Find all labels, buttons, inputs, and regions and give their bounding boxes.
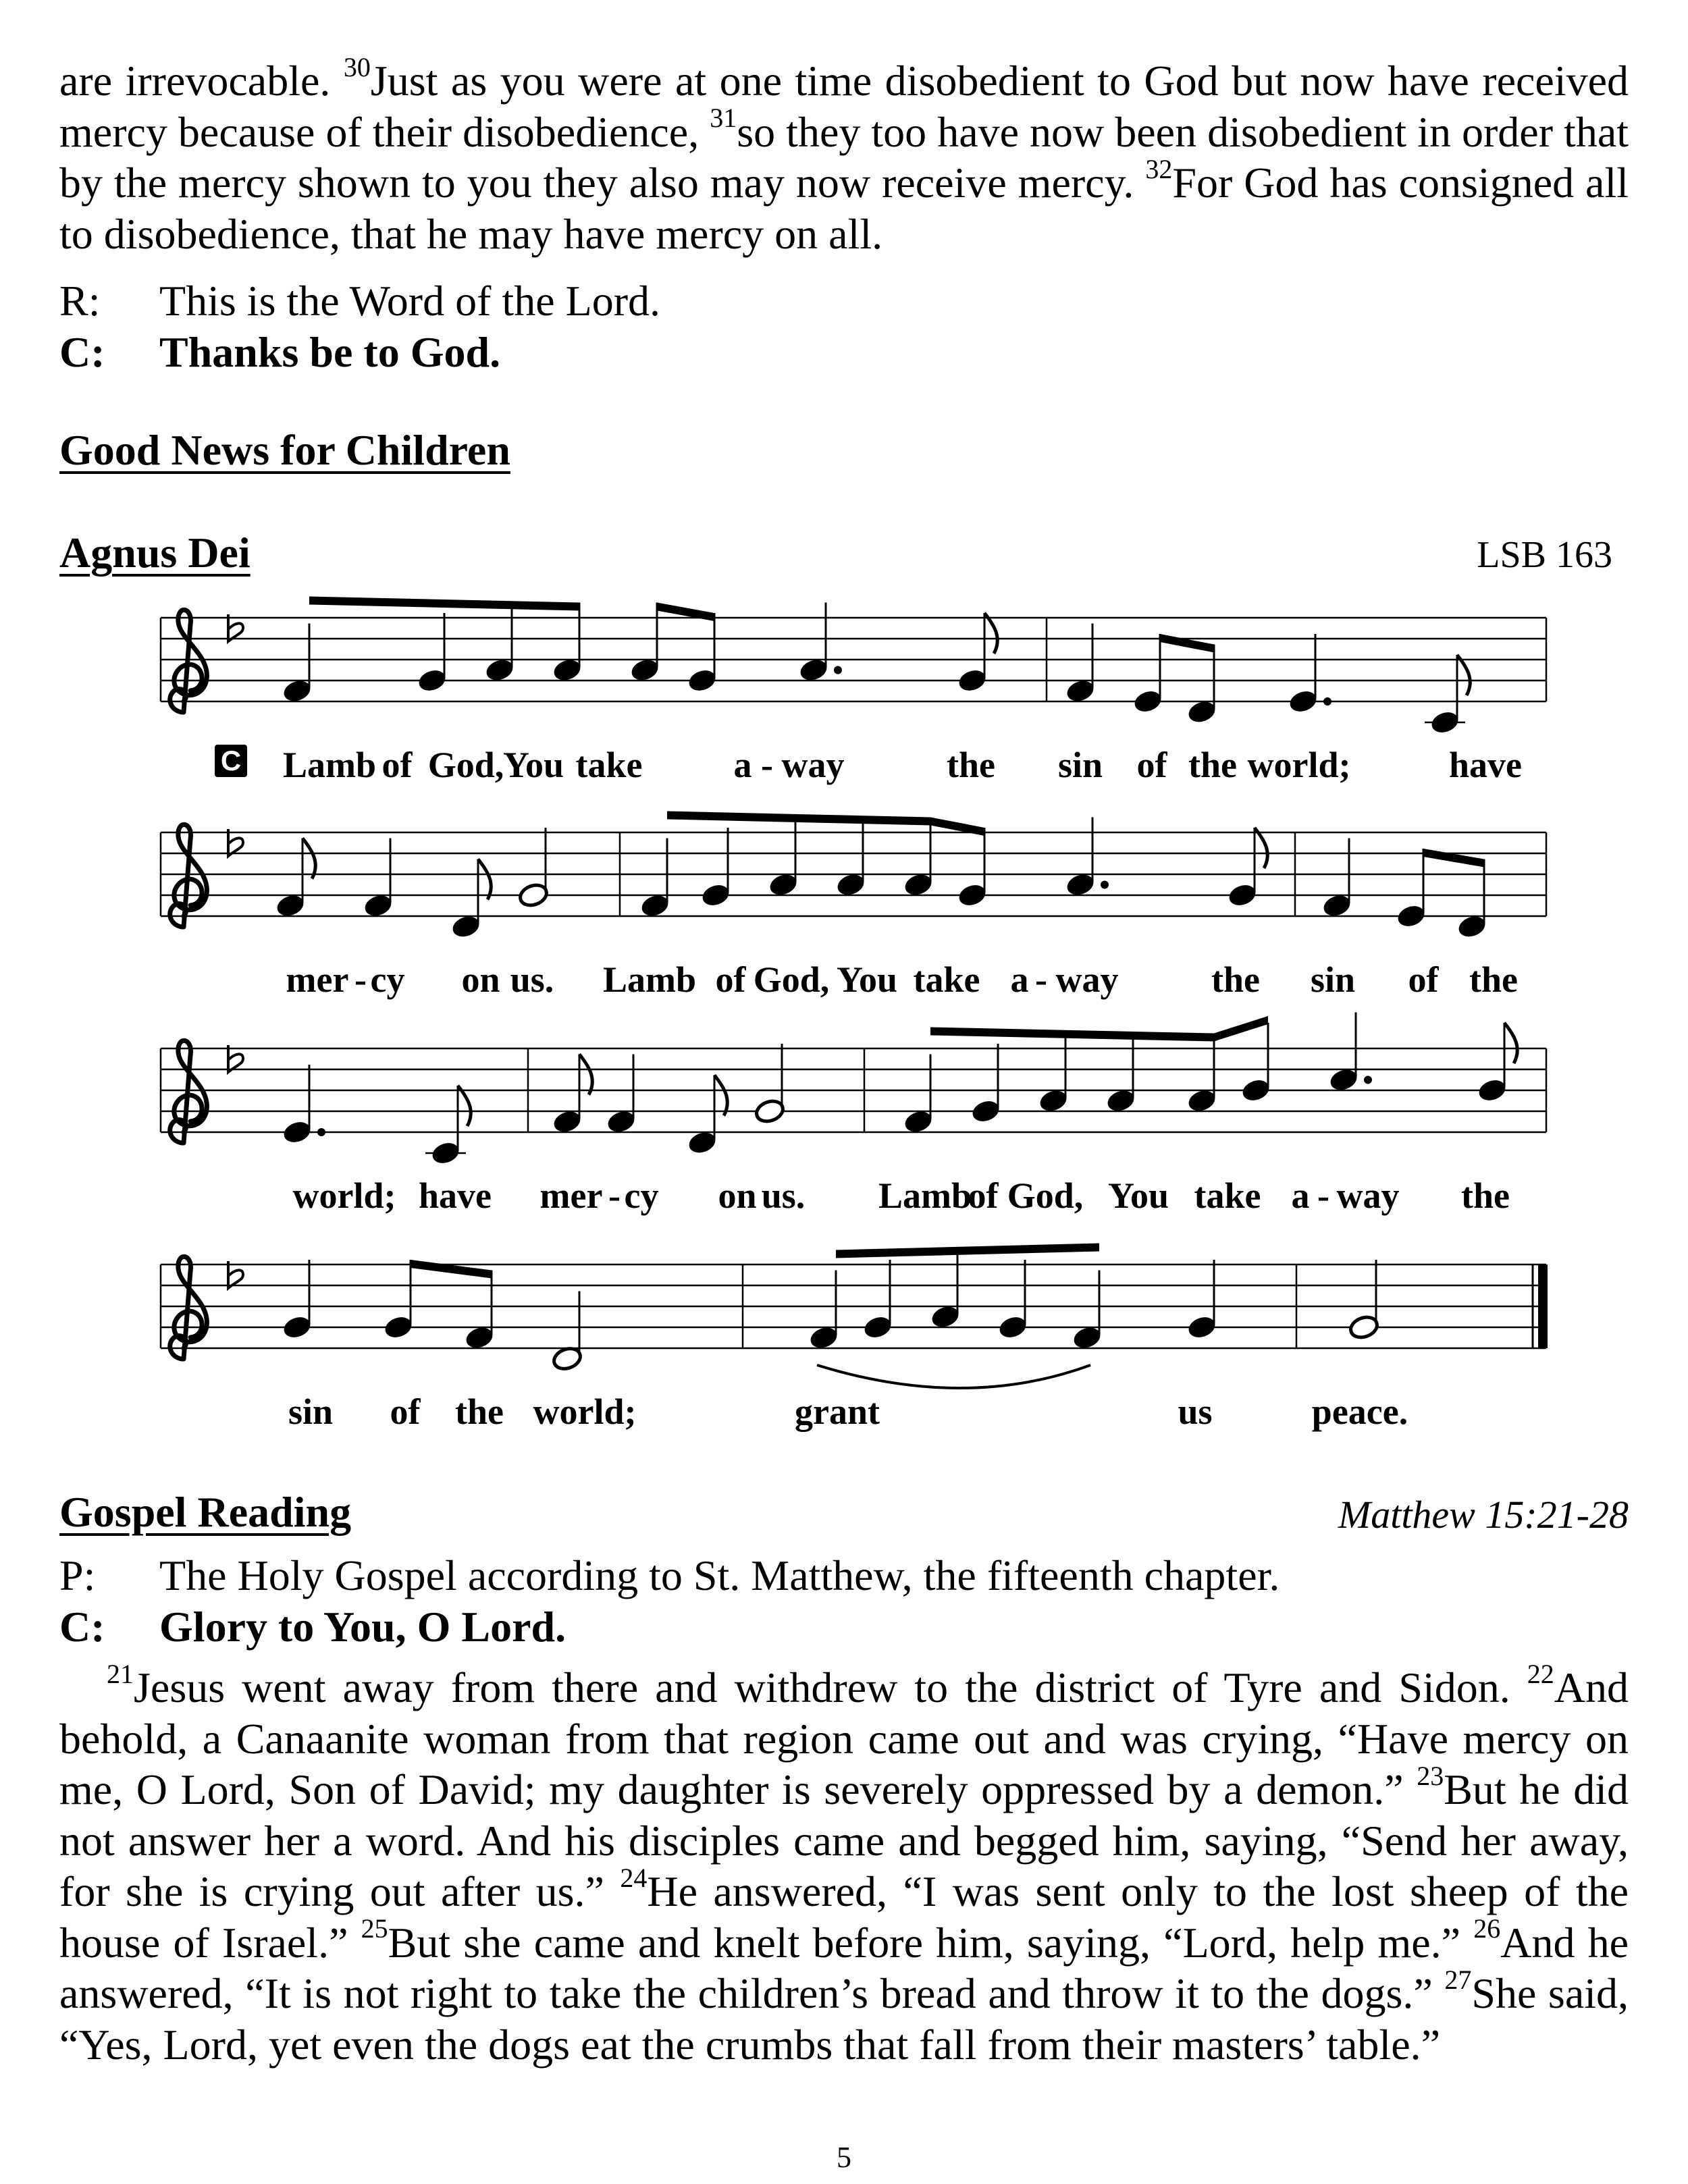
role-label: C: <box>59 1603 105 1651</box>
lyric-syllable: of <box>381 745 413 785</box>
verse-number: 24 <box>620 1862 648 1893</box>
lyric-syllable: sin <box>288 1391 334 1432</box>
lyric-syllable: of <box>968 1175 999 1216</box>
response-text: Thanks be to God. <box>159 328 501 376</box>
lyric-syllable: the <box>947 745 995 785</box>
lyric-syllable: of <box>715 959 746 1000</box>
beam <box>930 1028 1214 1042</box>
note-flag <box>458 1086 471 1126</box>
response-text: This is the Word of the Lord. <box>159 277 660 325</box>
lyric-syllable: the <box>1469 959 1518 1000</box>
lyric-syllable: way <box>781 745 845 785</box>
lyric-syllable: Lamb <box>602 959 697 1000</box>
note-flag <box>478 859 491 900</box>
lyric-syllable: the <box>1188 745 1237 785</box>
response-line <box>59 1550 1280 1601</box>
gospel-text: He answered, “I was sent only to the lost sheep of the house of Israel.” <box>59 1867 1629 1967</box>
gospel-text: She said, “Yes, Lord, yet even the dogs eat the crumbs that fall from their masters’ table.” <box>59 1969 1629 2069</box>
lyric-syllable: us <box>1178 1391 1213 1432</box>
lyric-hyphen: - <box>354 959 367 1000</box>
lyric-syllable: mer <box>286 959 349 1000</box>
hymn-reference: LSB 163 <box>1477 534 1612 576</box>
lyric-syllable: have <box>1449 745 1522 785</box>
dot <box>1323 697 1331 705</box>
response-text: The Holy Gospel according to St. Matthew, the fifteenth chapter. <box>159 1551 1280 1599</box>
gospel-text: Jesus went away from there and withdrew to the district of Tyre and Sidon. <box>134 1663 1527 1711</box>
lyric-syllable: way <box>1055 959 1119 1000</box>
role-label: P: <box>59 1551 96 1599</box>
verse-number: 26 <box>1473 1913 1501 1944</box>
response-text: Glory to You, O Lord. <box>159 1603 566 1651</box>
lyric-syllable: have <box>419 1175 492 1216</box>
lyric-syllable: You <box>836 959 898 1000</box>
staff-row-4 <box>161 1256 1548 1388</box>
note-flag <box>1504 1023 1517 1063</box>
lyric-syllable: world; <box>292 1175 396 1216</box>
dot <box>317 1128 325 1136</box>
gospel-text: And behold, a Canaanite woman from that region came out and was crying, “Have mercy on me, O Lord, Son of David; my daughter is severely oppressed by a demon.” <box>59 1663 1629 1813</box>
lyric-syllable: the <box>1211 959 1260 1000</box>
note-flag <box>579 1055 592 1095</box>
dot <box>1364 1076 1372 1084</box>
verse-number: 21 <box>107 1658 134 1689</box>
section-heading-good-news: Good News for Children <box>59 426 510 474</box>
lyric-syllable: cy <box>370 959 405 1000</box>
lyric-syllable: on <box>461 959 500 1000</box>
lyric-syllable: on <box>718 1175 757 1216</box>
lyric-syllable: a <box>1291 1175 1310 1216</box>
section-heading-gospel: Gospel Reading <box>59 1488 352 1536</box>
note-flag <box>1457 655 1470 695</box>
reading-text: Just as you were at one time disobedient to God but now have received mercy because of their disobedience, <box>59 57 1629 156</box>
lyric-hyphen: - <box>1317 1175 1329 1216</box>
role-label: C: <box>59 328 105 376</box>
dot <box>834 666 842 674</box>
lyric-syllable: God, <box>753 959 830 1000</box>
lyric-syllable: way <box>1336 1175 1400 1216</box>
lyric-syllable: take <box>575 745 643 785</box>
reading-text: are irrevocable. <box>59 57 344 105</box>
lyric-syllable: Lamb <box>282 745 377 785</box>
response-line <box>59 1601 566 1652</box>
lyric-syllable: of <box>1408 959 1439 1000</box>
page-number: 5 <box>837 2141 851 2174</box>
verse-number: 31 <box>710 103 737 134</box>
gospel-text: But he did not answer her a word. And his disciples came and begged him, saying, “Send her away, for she is crying out after us.” <box>59 1765 1629 1915</box>
note-flag <box>714 1075 727 1116</box>
lyric-syllable: sin <box>1310 959 1356 1000</box>
dot <box>1101 881 1109 889</box>
beam <box>1423 849 1484 868</box>
beam <box>309 597 579 611</box>
lyric-syllable: world; <box>1247 745 1351 785</box>
gospel-reference: Matthew 15:21-28 <box>1338 1493 1629 1537</box>
lyric-syllable: grant <box>795 1391 880 1432</box>
verse-number: 23 <box>1417 1760 1444 1791</box>
lyric-syllable: God, <box>427 745 504 785</box>
verse-number: 30 <box>343 51 371 82</box>
staff-row-3 <box>161 1040 1546 1143</box>
gospel-text: And he answered, “It is not right to take the children’s bread and throw it to the dogs.” <box>59 1918 1629 2017</box>
lyric-syllable: You <box>502 745 564 785</box>
lyric-syllable: the <box>455 1391 504 1432</box>
lyric-syllable: us. <box>761 1175 806 1216</box>
lyric-syllable: cy <box>624 1175 659 1216</box>
note-flag <box>1255 828 1267 868</box>
lyric-syllable: take <box>1194 1175 1261 1216</box>
verse-number: 27 <box>1444 1964 1472 1995</box>
beam <box>1160 634 1214 653</box>
lyric-syllable: God, <box>1007 1175 1084 1216</box>
lyric-syllable: peace. <box>1311 1391 1408 1432</box>
lyric-syllable: of <box>390 1391 421 1432</box>
lyric-syllable: mer <box>539 1175 603 1216</box>
reading-text: For God has consigned all to disobedience, that he may have mercy on all. <box>59 159 1629 258</box>
verse-number: 25 <box>361 1913 388 1944</box>
gospel-paragraph <box>59 1658 1629 2070</box>
lyric-syllable: a <box>733 745 752 785</box>
gospel-text: But she came and knelt before him, saying, “Lord, help me.” <box>388 1918 1474 1967</box>
lyric-syllable: take <box>913 959 980 1000</box>
lyric-hyphen: - <box>608 1175 621 1216</box>
beam <box>1214 1016 1268 1042</box>
lyric-syllable: the <box>1461 1175 1510 1216</box>
verse-number: 32 <box>1145 153 1173 184</box>
lyric-syllable: of <box>1136 745 1167 785</box>
section-heading-agnus-dei: Agnus Dei <box>59 529 250 577</box>
note-flag <box>984 613 997 654</box>
lyric-syllable: Lamb <box>878 1175 972 1216</box>
lyric-syllable: sin <box>1057 745 1103 785</box>
lyric-hyphen: - <box>761 745 773 785</box>
beam <box>667 811 930 826</box>
lyric-syllable: You <box>1107 1175 1169 1216</box>
role-label: R: <box>59 277 101 325</box>
reading-text: so they too have now been disobedient in order that by the mercy shown to you they also may now receive mercy. <box>59 107 1629 207</box>
verse-number: 22 <box>1527 1658 1554 1689</box>
note-flag <box>302 838 315 879</box>
lyric-hyphen: - <box>1035 959 1047 1000</box>
staff-row-1 <box>161 610 1546 712</box>
beam <box>411 1260 492 1279</box>
beam <box>836 1244 1099 1258</box>
congregation-mark: C <box>215 745 247 777</box>
lyric-syllable: a <box>1010 959 1029 1000</box>
lyric-syllable: world; <box>533 1391 637 1432</box>
lyric-syllable: us. <box>510 959 554 1000</box>
